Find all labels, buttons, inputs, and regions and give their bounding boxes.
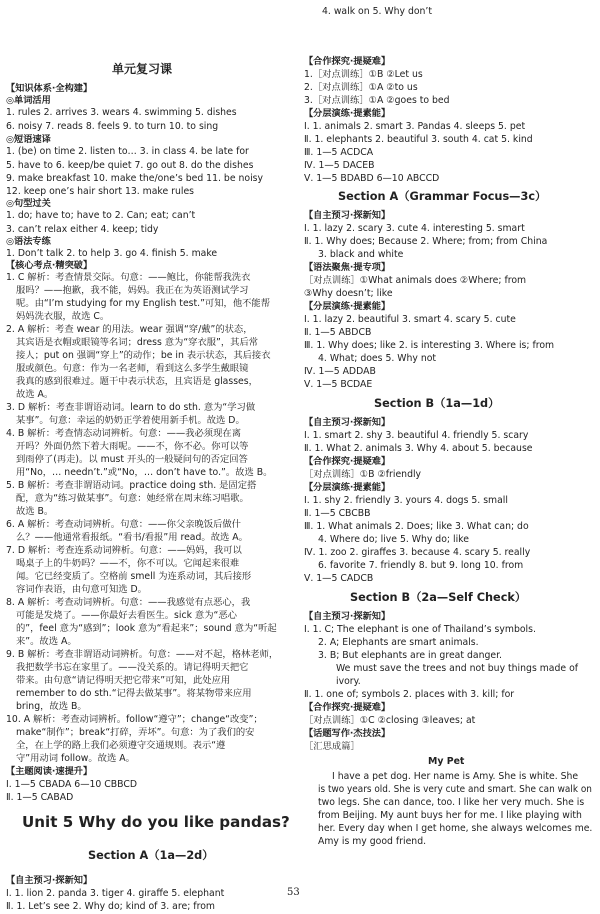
section-heading: 【合作探究·提疑难】 [304, 456, 391, 467]
answer-line: 4. What; does 5. Why not [318, 353, 437, 364]
answer-line: 7. D 解析：考查连系动词辨析。句意：——妈妈，我可以 [6, 545, 242, 556]
answer-line: 妈妈洗衣服，故选 C。 [16, 311, 110, 322]
answer-line: 1.［对点训练］①B ②Let us [304, 69, 423, 80]
answer-line: bring，故选 B。 [16, 701, 87, 712]
answer-line: 3. can’t relax either 4. keep; tidy [6, 224, 159, 235]
answer-line: 带来。由句意“请记得明天把它带来”可知，此处应用 [16, 675, 231, 686]
section-heading: 【分层演练·提素能】 [304, 482, 391, 493]
answer-line: 1. C 解析：考查情景交际。句意：——鲍比，你能帮我洗衣 [6, 272, 251, 283]
answer-line: 1. Don’t talk 2. to help 3. go 4. finish 5. make [6, 248, 218, 259]
answer-line: Ⅱ. 1—5 CABAD [6, 792, 74, 803]
section-b-2-title: Section B（2a—Self Check） [350, 591, 527, 604]
section-heading: 【分层演练·提素能】 [304, 108, 391, 119]
answer-line: Ⅱ. 1. What 2. animals 3. Why 4. about 5. because [304, 443, 533, 454]
answer-line: 3. D 解析：考查非谓语动词。learn to do sth. 意为“学习做 [6, 402, 256, 413]
answer-line: 故选 A。 [16, 389, 54, 400]
answer-line: We must save the trees and not buy things made of [336, 663, 579, 674]
answer-line: from Beijing. My aunt buys her for me. I like playing with [318, 810, 582, 821]
answer-line: 服吗？——抱歉，我不能，妈妈。我正在为英语测试学习 [16, 285, 249, 296]
answer-line: Ⅱ. 1—5 ABDCB [304, 327, 372, 338]
answer-line: remember to do sth.“记得去做某事”。将某物带来应用 [16, 688, 252, 699]
section-heading: ◎短语速译 [6, 134, 51, 145]
section-heading: 【合作探究·提疑难】 [304, 56, 391, 67]
answer-line: 喝桌子上的牛奶吗？——不，你不可以。它闻起来很难 [16, 558, 240, 569]
answer-line: 1. do; have to; have to 2. Can; eat; can’t [6, 210, 196, 221]
answer-line: Ⅲ. 1. What animals 2. Does; like 3. What can; do [304, 521, 529, 532]
answer-line: Ⅴ. 1—5 BDABD 6—10 ABCCD [304, 173, 440, 184]
answer-line: 可能是发烧了。——你最好去看医生。sick 意为“恶心 [16, 610, 237, 621]
answer-line: Ⅱ. 1. Let’s see 2. Why do; kind of 3. are; from [6, 901, 215, 912]
answer-line: Ⅳ. 1—5 DACEB [304, 160, 375, 171]
answer-line: 3. black and white [318, 249, 404, 260]
answer-line: 2. A; Elephants are smart animals. [318, 637, 479, 648]
answer-line: Ⅳ. 1. zoo 2. giraffes 3. because 4. scary 5. really [304, 547, 531, 558]
answer-line: 3. B; But elephants are in great danger. [318, 650, 503, 661]
section-heading: 【核心考点·精突破】 [6, 260, 93, 271]
section-heading: 【话题写作·杰技法】 [304, 728, 391, 739]
answer-line: 呢。由“I’m studying for my English test.”可知，他不能帮 [16, 298, 271, 309]
answer-line: 配，意为“练习做某事”。句意：她经常在周末练习唱歌。 [16, 493, 249, 504]
section-heading: 【主题阅读·速提升】 [6, 766, 93, 777]
answer-line: 守”用动词 follow。故选 A。 [16, 753, 135, 764]
answer-line: make“制作”；break“打碎，弄坏”。句意：为了我们的安 [16, 727, 255, 738]
section-heading: 【自主预习·探新知】 [6, 875, 93, 886]
answer-line: Amy is my good friend. [318, 836, 427, 847]
answer-line: her. Every day when I get home, she always welcomes me. [318, 823, 593, 834]
answer-line: Ⅰ. 1. lazy 2. beautiful 3. smart 4. scary 5. cute [304, 314, 516, 325]
answer-line: 接人；put on 强调“穿上”的动作；be in 表示状态，其后接衣 [16, 350, 271, 361]
answer-line: 6. noisy 7. reads 8. feels 9. to turn 10. to sing [6, 121, 219, 132]
answer-line: 全，在上学的路上我们必须遵守交通规则。表示“遵 [16, 740, 226, 751]
answer-line: 9. B 解析：考查非谓语动词辨析。句意：——对不起，格林老师， [6, 649, 279, 660]
answer-line: Ⅴ. 1—5 CADCB [304, 573, 374, 584]
section-heading: 【知识体系·全构建】 [6, 83, 93, 94]
review-lesson-title: 单元复习课 [112, 62, 173, 76]
answer-line: 5. have to 6. keep/be quiet 7. go out 8. do the dishes [6, 160, 254, 171]
answer-line: 6. A 解析：考查动词辨析。句意：——你父亲晚饭后做什 [6, 519, 241, 530]
answer-line: 服或颜色。句意：作为一名老师，看到这么多学生戴眼镜 [16, 363, 249, 374]
answer-line: 3.［对点训练］①A ②goes to bed [304, 95, 450, 106]
answer-line: Ⅳ. 1—5 ADDAB [304, 366, 376, 377]
answer-line: 4. walk on 5. Why don’t [322, 6, 433, 17]
answer-line: 4. Where do; live 5. Why do; like [318, 534, 469, 545]
answer-line: 某事”。句意：幸运的奶奶正学着使用新手机。故选 D。 [16, 415, 245, 426]
section-heading: 【语法聚焦·提专项】 [304, 262, 391, 273]
answer-line: 10. A 解析：考查动词辨析。follow“遵守”；change“改变”； [6, 714, 263, 725]
answer-line: Ⅱ. 1. one of; symbols 2. places with 3. kill; for [304, 689, 515, 700]
answer-line: 2. A 解析：考查 wear 的用法。wear 强调“穿/戴”的状态， [6, 324, 253, 335]
section-heading: ◎单词活用 [6, 95, 51, 106]
answer-line: 么？——他通常看报纸。“看书/看报”用 read。故选 A。 [16, 532, 248, 543]
section-heading: 【自主预习·探新知】 [304, 611, 391, 622]
section-b-1-title: Section B（1a—1d） [374, 397, 500, 410]
section-heading: 【自主预习·探新知】 [304, 417, 391, 428]
answer-line: ［汇思成篇］ [304, 741, 360, 752]
answer-line: 容词作表语，由句意可知选 D。 [16, 584, 147, 595]
answer-line: 9. make breakfast 10. make the/one’s bed 11. be noisy [6, 173, 264, 184]
unit-title: Unit 5 Why do you like pandas? [22, 813, 290, 831]
answer-line: 2.［对点训练］①A ②to us [304, 82, 418, 93]
answer-line: ［对点训练］①B ②friendly [304, 469, 422, 480]
answer-line: 4. B 解析：考查情态动词辨析。句意：——我必须现在离 [6, 428, 241, 439]
answer-line: 5. B 解析：考查非谓语动词。practice doing sth. 是固定搭 [6, 480, 257, 491]
essay-title: My Pet [428, 756, 465, 767]
answer-line: Ⅱ. 1. Why does; Because 2. Where; from; from China [304, 236, 548, 247]
answer-line: ［对点训练］①C ②closing ③leaves; at [304, 715, 476, 726]
section-a-title: Section A（1a—2d） [88, 849, 214, 862]
answer-line: is two years old. She is very cute and smart. She can walk on [318, 784, 592, 795]
answer-line: Ⅰ. 1. lion 2. panda 3. tiger 4. giraffe 5. elephant [6, 888, 225, 899]
answer-line: Ⅰ. 1. shy 2. friendly 3. yours 4. dogs 5. small [304, 495, 508, 506]
answer-line: 故选 B。 [16, 506, 54, 517]
answer-line: Ⅰ. 1. lazy 2. scary 3. cute 4. interesting 5. smart [304, 223, 525, 234]
section-heading: ◎句型过关 [6, 198, 51, 209]
answer-line: Ⅱ. 1. elephants 2. beautiful 3. south 4. cat 5. kind [304, 134, 533, 145]
answer-line: I have a pet dog. Her name is Amy. She is white. She [332, 771, 579, 782]
answer-line: two legs. She can dance, too. I like her very much. She is [318, 797, 585, 808]
answer-line: 开吗？外面仍然下着大雨呢。——不，你不必。你可以等 [16, 441, 249, 452]
answer-line: Ⅰ. 1. smart 2. shy 3. beautiful 4. friendly 5. scary [304, 430, 529, 441]
answer-line: Ⅰ. 1. animals 2. smart 3. Pandas 4. sleeps 5. pet [304, 121, 526, 132]
answer-line: Ⅲ. 1. Why does; like 2. is interesting 3. Where is; from [304, 340, 555, 351]
answer-line: ［对点训练］①What animals does ②Where; from [304, 275, 527, 286]
answer-line: 1. (be) on time 2. listen to… 3. in class 4. be late for [6, 146, 249, 157]
section-heading: 【合作探究·提疑难】 [304, 702, 391, 713]
answer-line: 6. favorite 7. friendly 8. but 9. long 10. from [318, 560, 524, 571]
answer-line: Ⅲ. 1—5 ACDCA [304, 147, 374, 158]
answer-line: 其宾语是衣帽或眼镜等名词；dress 意为“穿衣服”，其后常 [16, 337, 259, 348]
answer-line: Ⅰ. 1—5 CBADA 6—10 CBBCD [6, 779, 138, 790]
answer-line: 的”，feel 意为“感到”；look 意为“看起来”；sound 意为“听起 [16, 623, 277, 634]
answer-line: 来”。故选 A。 [16, 636, 77, 647]
section-a-grammar-title: Section A（Grammar Focus—3c） [338, 190, 547, 203]
answer-line: Ⅱ. 1—5 CBCBB [304, 508, 371, 519]
section-heading: 【自主预习·探新知】 [304, 210, 391, 221]
answer-line: 到雨停了(再走)。以 must 开头的一般疑问句的否定回答 [16, 454, 248, 465]
answer-line: 用“No，… needn’t.”或“No，… don’t have to.”。故选 B。 [16, 467, 273, 478]
answer-line: ivory. [336, 676, 361, 687]
answer-line: 闻。它已经变质了。空格前 smell 为连系动词，其后接形 [16, 571, 252, 582]
answer-line: 8. A 解析：考查动词辨析。句意：——我感觉有点恶心，我 [6, 597, 251, 608]
section-heading: 【分层演练·提素能】 [304, 301, 391, 312]
answer-line: ③Why doesn’t; like [304, 288, 393, 299]
answer-line: Ⅴ. 1—5 BCDAE [304, 379, 373, 390]
answer-line: 我把数学书忘在家里了。——没关系的。请记得明天把它 [16, 662, 249, 673]
page-number: 53 [287, 887, 300, 898]
answer-line: 12. keep one’s hair short 13. make rules [6, 186, 195, 197]
answer-line: 我真的感到很难过。题干中表示状态，且宾语是 glasses， [16, 376, 258, 387]
answer-line: Ⅰ. 1. C; The elephant is one of Thailand’s symbols. [304, 624, 536, 635]
section-heading: ◎语法专练 [6, 236, 51, 247]
answer-line: 1. rules 2. arrives 3. wears 4. swimming 5. dishes [6, 107, 237, 118]
